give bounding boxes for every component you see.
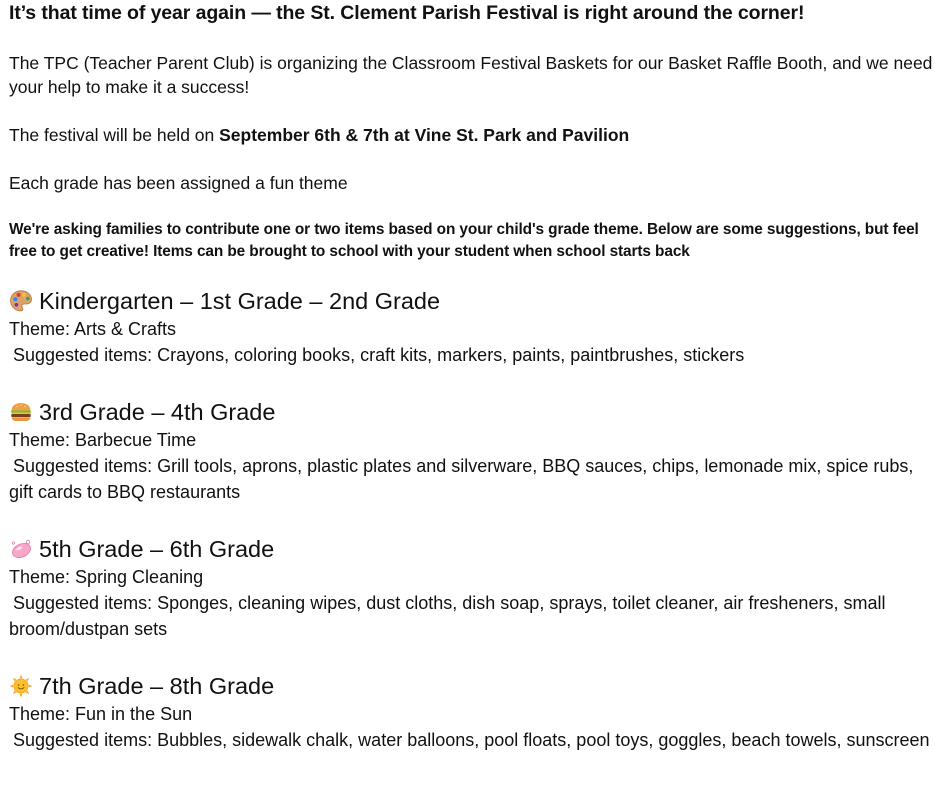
grade-heading: [9, 671, 937, 701]
grade-theme: Theme: Arts & Crafts: [9, 319, 177, 339]
grade-section-3-4: [9, 397, 937, 505]
festival-date-details: September 6th & 7th at Vine St. Park and Pavilion: [219, 125, 630, 145]
sun-icon: [9, 674, 33, 698]
grade-theme: Theme: Spring Cleaning: [9, 567, 204, 587]
intro-paragraph: The TPC (Teacher Parent Club) is organizing the Classroom Festival Baskets for our Basket Raffle Booth, and we need your help to make it a success!: [9, 53, 933, 97]
festival-date-paragraph: [9, 123, 935, 147]
grade-title: 5th Grade – 6th Grade: [39, 536, 275, 562]
theme-note: Each grade has been assigned a fun theme: [9, 173, 348, 193]
grade-suggested-items: Suggested items: Crayons, coloring books, craft kits, markers, paints, paintbrushes, stickers: [13, 345, 745, 365]
hamburger-icon: [9, 400, 33, 424]
grade-title: Kindergarten – 1st Grade – 2nd Grade: [39, 288, 441, 314]
grade-heading: [9, 534, 937, 564]
grade-heading: [9, 397, 937, 427]
festival-date-prefix: The festival will be held on: [9, 125, 220, 145]
grade-section-k-2: [9, 286, 937, 368]
headline: It’s that time of year again — the St. Clement Parish Festival is right around the corner!: [9, 2, 805, 24]
grade-section-5-6: [9, 534, 937, 642]
grade-section-7-8: [9, 671, 937, 753]
soap-icon: [9, 537, 33, 561]
grade-theme: Theme: Fun in the Sun: [9, 704, 193, 724]
grade-heading: [9, 286, 937, 316]
grade-suggested-items: Suggested items: Bubbles, sidewalk chalk, water balloons, pool floats, pool toys, goggles, beach towels, sunscreen: [13, 730, 930, 750]
contribution-request: We're asking families to contribute one or two items based on your child's grade theme. Below are some suggestions, but feel free to get creative! Items can be brought to school with your student when school starts back: [9, 221, 919, 260]
grade-title: 3rd Grade – 4th Grade: [39, 399, 276, 425]
grade-suggested-items: Suggested items: Grill tools, aprons, plastic plates and silverware, BBQ sauces, chips, lemonade mix, spice rubs, gift cards to BBQ restaurants: [9, 456, 914, 502]
artist-palette-icon: [9, 289, 33, 313]
grade-title: 7th Grade – 8th Grade: [39, 673, 275, 699]
grade-theme: Theme: Barbecue Time: [9, 430, 197, 450]
grade-suggested-items: Suggested items: Sponges, cleaning wipes, dust cloths, dish soap, sprays, toilet cleaner, air fresheners, small broom/dustpan sets: [9, 593, 886, 639]
